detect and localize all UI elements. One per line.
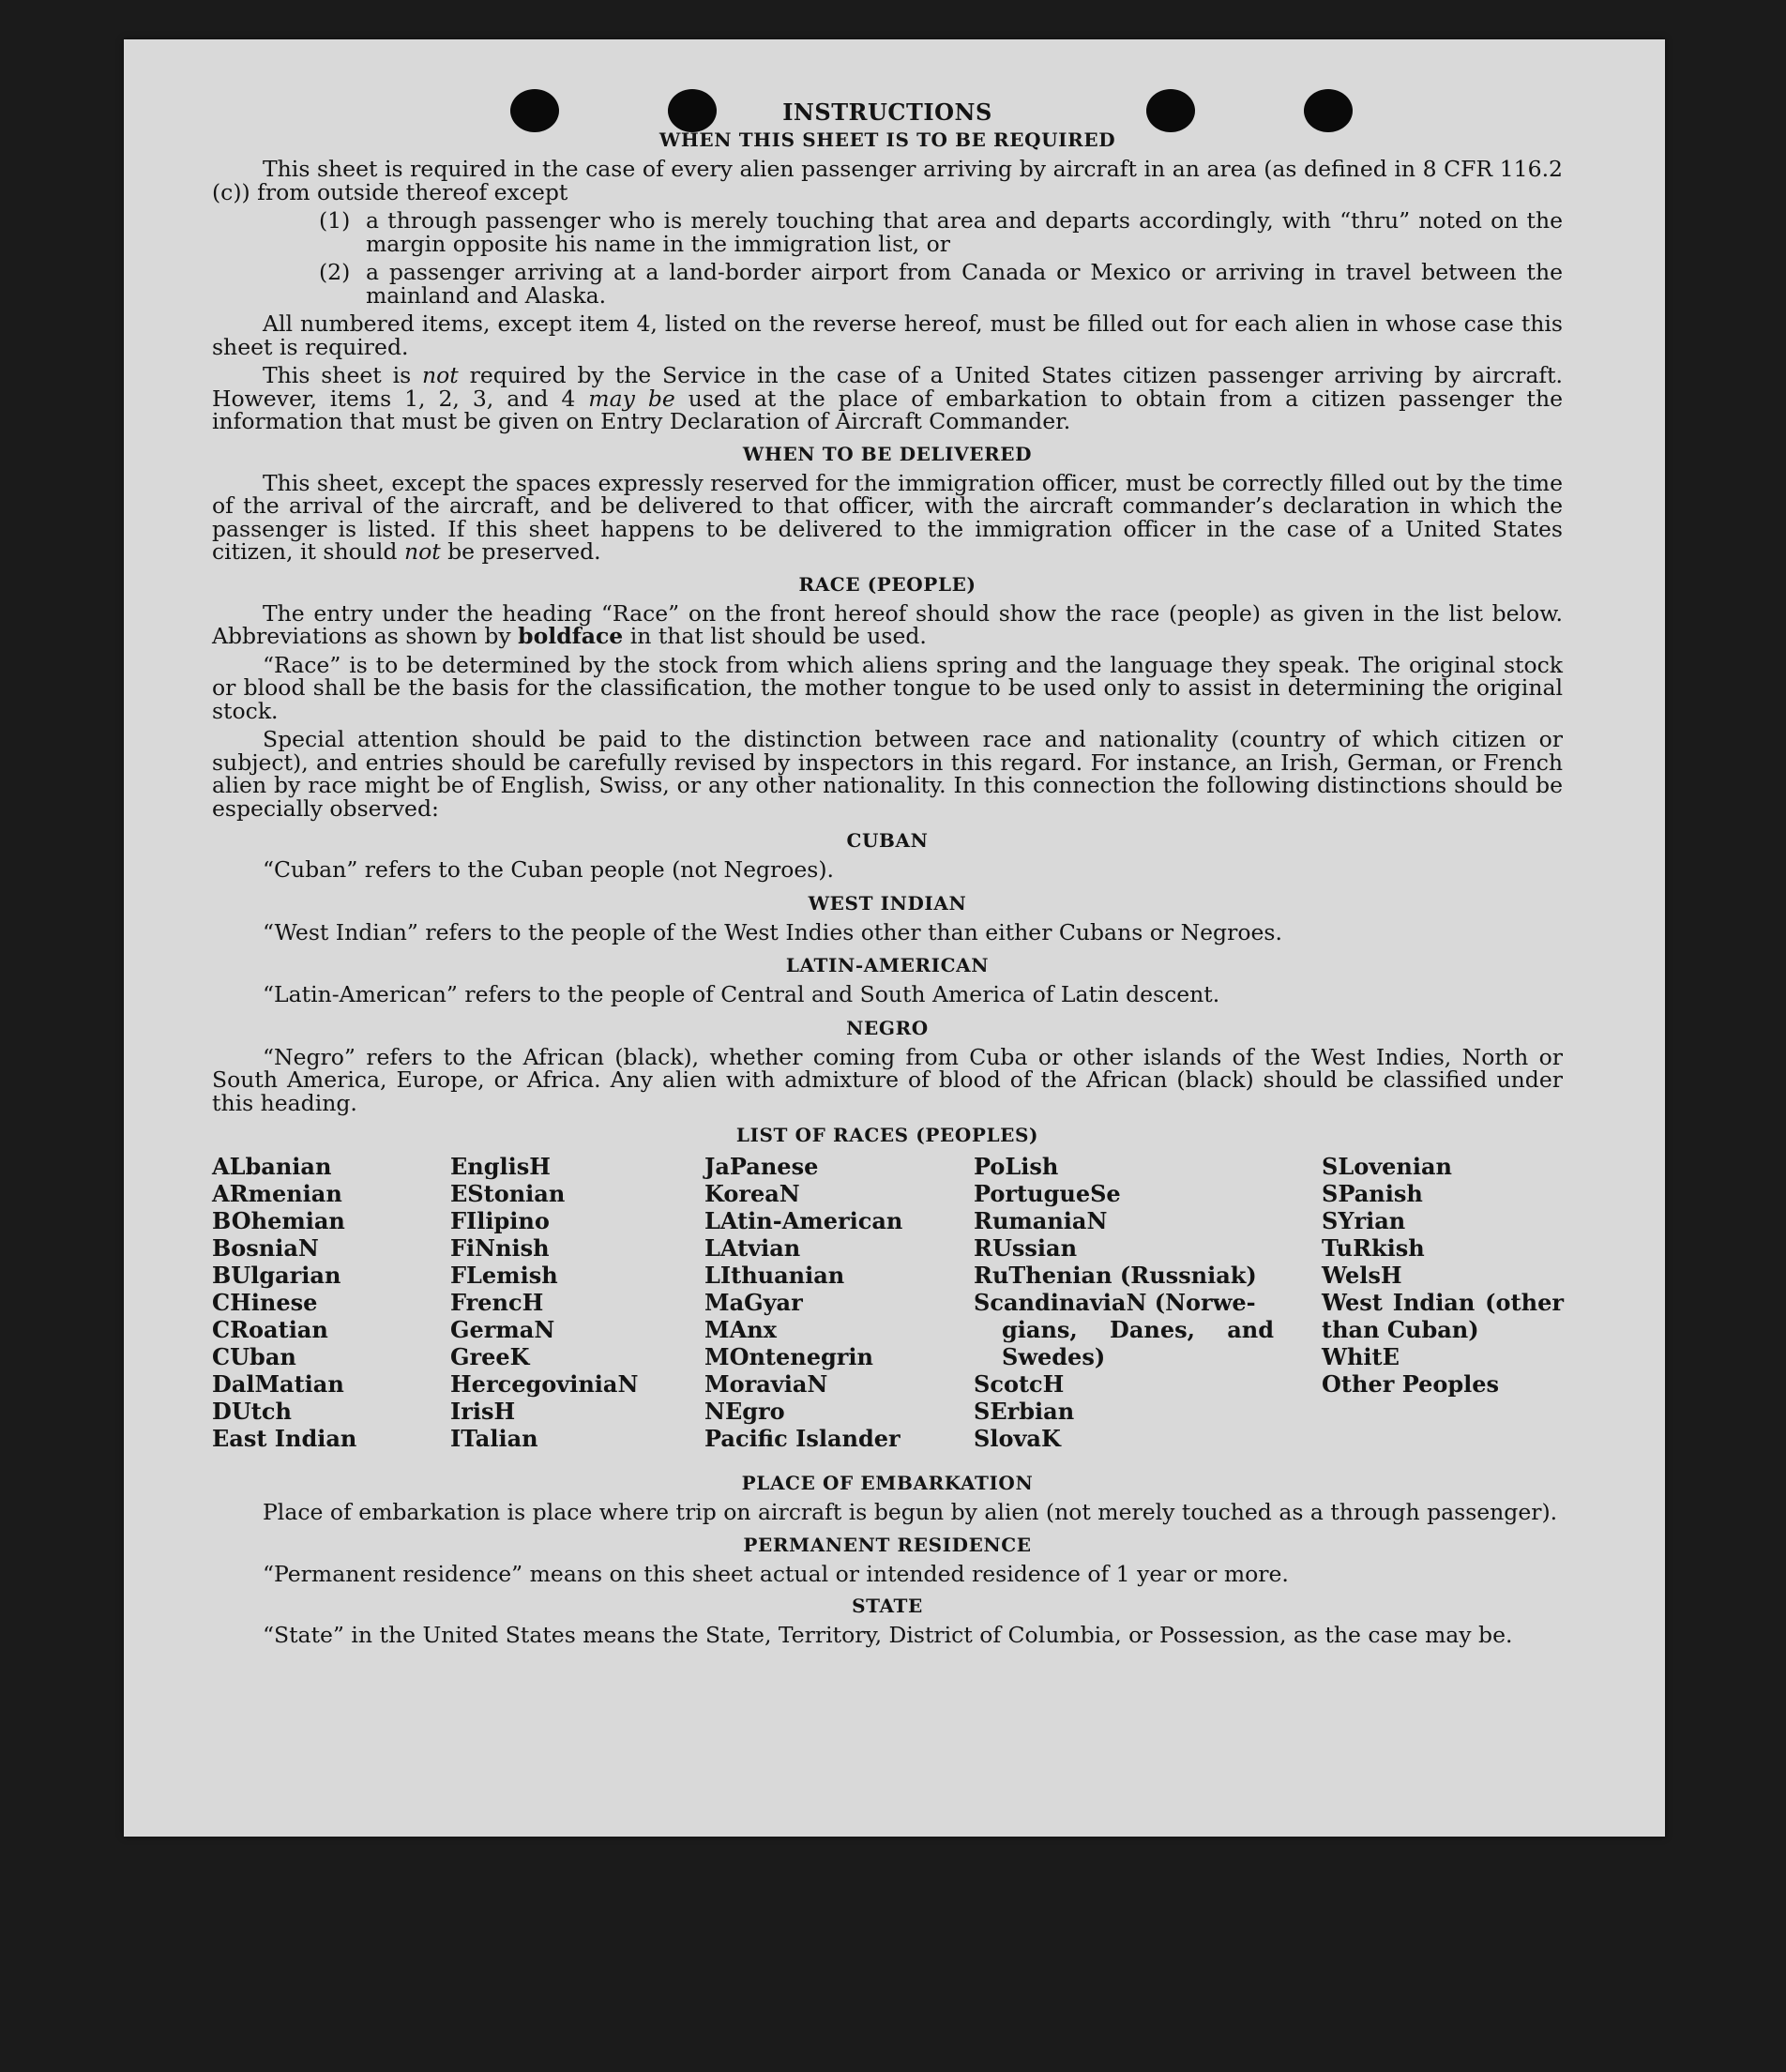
heading-delivered: WHEN TO BE DELIVERED bbox=[742, 442, 1033, 465]
races-column-1 bbox=[212, 1153, 356, 1452]
race-entry: BosniaN bbox=[212, 1234, 319, 1262]
race-entry: DUtch bbox=[212, 1398, 292, 1425]
latin-american-text: “Latin-American” refers to the people of Central and South America of Latin descent. bbox=[263, 981, 1220, 1007]
race-entry-continued: than Cuban) bbox=[1322, 1316, 1479, 1343]
negro-text: “Negro” refers to the African (black), whether coming from Cuba or other islands of the West Indies, North or South America, Europe, or Africa. Any alien with admixture of blood of the African (black) should be classified under this heading. bbox=[212, 1043, 1563, 1116]
race-para-1: The entry under the heading “Race” on the front hereof should show the race (people) as given in the list below. Abbreviations as shown by boldface in that list should be used. bbox=[212, 599, 1563, 649]
races-column-4 bbox=[974, 1153, 1274, 1452]
race-entry: FIlipino bbox=[450, 1207, 550, 1234]
race-entry: MAnx bbox=[704, 1316, 777, 1343]
heading-race: RACE (PEOPLE) bbox=[798, 572, 976, 596]
race-entry: PoLish bbox=[974, 1153, 1059, 1180]
race-entry: East Indian bbox=[212, 1425, 357, 1452]
race-entry-continued: gians, Danes, and bbox=[1002, 1316, 1274, 1343]
delivered-text: This sheet, except the spaces expressly reserved for the immigration officer, must be correctly filled out by the time of the arrival of the aircraft, and be delivered to that officer, with the aircraft commander’s declaration in which the passenger is listed. If this sheet happens to be delivered to the immigration officer in the case of a United States citizen, it should not be preserved. bbox=[212, 469, 1563, 565]
residence-text: “Permanent residence” means on this sheet actual or intended residence of 1 year or more. bbox=[263, 1560, 1289, 1587]
heading-residence: PERMANENT RESIDENCE bbox=[743, 1533, 1032, 1556]
document-sheet bbox=[124, 39, 1665, 1837]
cuban-text: “Cuban” refers to the Cuban people (not Negroes). bbox=[263, 856, 835, 883]
heading-negro: NEGRO bbox=[846, 1016, 929, 1039]
item-number: (1) bbox=[319, 207, 351, 234]
exception-item-1 bbox=[212, 209, 1563, 255]
item-number: (2) bbox=[319, 259, 351, 285]
race-entry: RumaniaN bbox=[974, 1207, 1108, 1234]
race-entry: LAtin-American bbox=[704, 1207, 903, 1234]
race-entry: WelsH bbox=[1322, 1262, 1402, 1289]
race-entry-continued: Swedes) bbox=[1002, 1343, 1106, 1370]
race-entry: ARmenian bbox=[212, 1180, 342, 1207]
race-entry: BUlgarian bbox=[212, 1262, 341, 1289]
races-column-2 bbox=[450, 1153, 638, 1452]
race-entry: SlovaK bbox=[974, 1425, 1061, 1452]
document-body bbox=[212, 98, 1563, 1653]
race-entry: EStonian bbox=[450, 1180, 566, 1207]
heading-races-list: LIST OF RACES (PEOPLES) bbox=[735, 1124, 1039, 1146]
race-entry: CUban bbox=[212, 1343, 296, 1370]
heading-west-indian: WEST INDIAN bbox=[808, 891, 967, 915]
races-column-3 bbox=[704, 1153, 902, 1452]
race-entry: RUssian bbox=[974, 1234, 1078, 1262]
race-entry: WhitE bbox=[1322, 1343, 1400, 1370]
heading-required: WHEN THIS SHEET IS TO BE REQUIRED bbox=[658, 129, 1116, 151]
heading-cuban: CUBAN bbox=[846, 829, 929, 852]
race-entry: SYrian bbox=[1322, 1207, 1406, 1234]
race-entry: ALbanian bbox=[212, 1153, 332, 1180]
race-entry: GreeK bbox=[450, 1343, 530, 1370]
race-entry: BOhemian bbox=[212, 1207, 345, 1234]
item-text: a passenger arriving at a land-border airport from Canada or Mexico or arriving in travel between the mainland and Alaska. bbox=[366, 259, 1563, 309]
race-entry: LAtvian bbox=[704, 1234, 801, 1262]
heading-state: STATE bbox=[852, 1595, 923, 1617]
state-text: “State” in the United States means the State, Territory, District of Columbia, or Possession, as the case may be. bbox=[263, 1622, 1513, 1648]
race-entry: Pacific Islander bbox=[704, 1425, 901, 1452]
heading-latin-american: LATIN-AMERICAN bbox=[785, 954, 990, 976]
race-entry: SLovenian bbox=[1322, 1153, 1452, 1180]
race-entry: MoraviaN bbox=[704, 1370, 828, 1398]
required-para-3: This sheet is not required by the Service in the case of a United States citizen passenger arriving by aircraft. However, items 1, 2, 3, and 4 may be used at the place of embarkation to obtain from a citizen passenger the information that must be given on Entry Declaration of Aircraft Commander. bbox=[212, 362, 1563, 434]
race-entry: MOntenegrin bbox=[704, 1343, 873, 1370]
race-entry: RuThenian (Russniak) bbox=[974, 1262, 1257, 1289]
race-entry: ScotcH bbox=[974, 1370, 1065, 1398]
page-title: INSTRUCTIONS bbox=[782, 98, 992, 126]
race-entry: SErbian bbox=[974, 1398, 1075, 1425]
race-entry: FLemish bbox=[450, 1262, 558, 1289]
race-entry: FiNnish bbox=[450, 1234, 550, 1262]
race-entry: FrencH bbox=[450, 1289, 544, 1316]
race-entry: PortugueSe bbox=[974, 1180, 1121, 1207]
race-entry: MaGyar bbox=[704, 1289, 803, 1316]
race-entry: JaPanese bbox=[704, 1153, 819, 1180]
required-intro: This sheet is required in the case of every alien passenger arriving by aircraft in an area (as defined in 8 CFR 116.2 (c)) from outside thereof except bbox=[212, 156, 1563, 205]
race-entry: TuRkish bbox=[1322, 1234, 1425, 1262]
race-entry: IrisH bbox=[450, 1398, 516, 1425]
required-para-2: All numbered items, except item 4, listed on the reverse hereof, must be filled out for each alien in whose case this sheet is required. bbox=[212, 310, 1563, 360]
race-entry: CHinese bbox=[212, 1289, 318, 1316]
race-entry: EnglisH bbox=[450, 1153, 551, 1180]
race-entry: CRoatian bbox=[212, 1316, 328, 1343]
races-list bbox=[212, 1153, 1563, 1462]
race-para-2: “Race” is to be determined by the stock from which aliens spring and the language they speak. The original stock or blood shall be the basis for the classification, the mother tongue to be used only to assist in determining the original stock. bbox=[212, 651, 1563, 724]
embarkation-text: Place of embarkation is place where trip on aircraft is begun by alien (not merely touched as a through passenger). bbox=[263, 1499, 1558, 1525]
race-para-3: Special attention should be paid to the distinction between race and nationality (country of which citizen or subject), and entries should be carefully revised by inspectors in this regard. For instance, an Irish, German, or French alien by race might be of English, Swiss, or any other nationality. In this connection the following distinctions should be especially observed: bbox=[212, 726, 1563, 822]
race-entry: HercegoviniaN bbox=[450, 1370, 639, 1398]
race-entry: LIthuanian bbox=[704, 1262, 845, 1289]
race-entry: ITalian bbox=[450, 1425, 538, 1452]
race-entry: GermaN bbox=[450, 1316, 555, 1343]
races-column-5 bbox=[1322, 1153, 1564, 1398]
item-text: a through passenger who is merely touching that area and departs accordingly, with “thru” noted on the margin opposite his name in the immigration list, or bbox=[366, 207, 1563, 257]
race-entry: ScandinaviaN (Norwe- bbox=[974, 1289, 1256, 1316]
race-entry: Other Peoples bbox=[1322, 1370, 1500, 1398]
race-entry: KoreaN bbox=[704, 1180, 800, 1207]
race-entry: SPanish bbox=[1322, 1180, 1423, 1207]
heading-embarkation: PLACE OF EMBARKATION bbox=[741, 1472, 1034, 1494]
race-entry: West Indian (other bbox=[1322, 1289, 1564, 1316]
exception-item-2 bbox=[212, 261, 1563, 307]
race-entry: DalMatian bbox=[212, 1370, 344, 1398]
west-indian-text: “West Indian” refers to the people of the West Indies other than either Cubans or Negroes. bbox=[263, 918, 1282, 945]
race-entry: NEgro bbox=[704, 1398, 785, 1425]
